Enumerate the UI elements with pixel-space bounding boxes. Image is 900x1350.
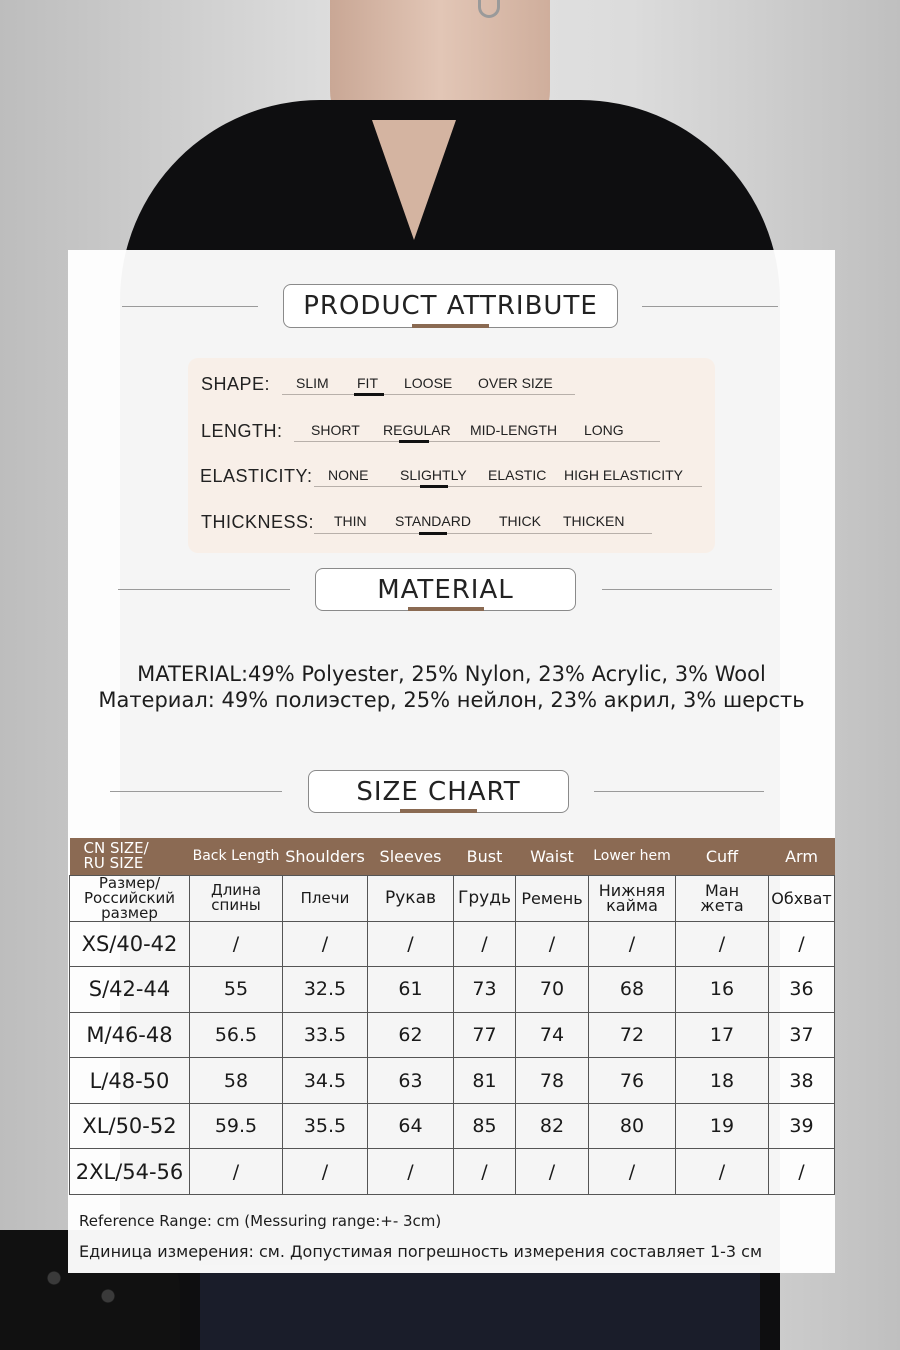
measure-cell: 58 [190,1058,283,1104]
footer-reference-en: Reference Range: cm (Messuring range:+- 3cm) [79,1212,442,1230]
measure-cell: / [368,921,454,967]
measure-cell: 77 [454,1012,516,1058]
material-text-en: MATERIAL:49% Polyester, 25% Nylon, 23% Acrylic, 3% Wool [137,662,766,686]
header-bust: Bust [454,838,516,875]
header-ru-cuff [676,875,769,921]
elasticity-baseline [314,486,702,487]
size-cell: XL/50-52 [70,1103,190,1149]
header-ru-shoulders [283,875,368,921]
size-cell: L/48-50 [70,1058,190,1104]
measure-cell: 19 [676,1103,769,1149]
sweater-neckline [372,120,456,240]
measure-cell: / [454,1149,516,1195]
header-ru-back-length [190,875,283,921]
measure-cell: 39 [769,1103,835,1149]
measure-cell: 68 [589,967,676,1013]
elasticity-option-slightly: SLIGHTLY [400,467,467,483]
size-cell: XS/40-42 [70,921,190,967]
header-ru-text: жета [700,896,744,915]
header-ru-bust [454,875,516,921]
size-rows [70,921,835,1195]
divider-right [602,589,772,590]
measure-cell: / [454,921,516,967]
measure-cell: 70 [516,967,589,1013]
measure-cell: / [190,1149,283,1195]
table-row [70,967,835,1013]
measure-cell: 63 [368,1058,454,1104]
header-ru-text: Грудь [458,887,511,908]
header-ru-size-line1: Размер/ [98,873,161,892]
table-row [70,1058,835,1104]
material-text-ru: Материал: 49% полиэстер, 25% нейлон, 23% акрил, 3% шерсть [98,688,805,712]
header-ru-size-line3: размер [101,903,158,922]
header-ru-text: Плечи [300,888,350,907]
measure-cell: 34.5 [283,1058,368,1104]
measure-cell: / [516,1149,589,1195]
header-ru-arm [769,875,835,921]
thickness-baseline [314,533,652,534]
header-ru-text: Ман [704,881,740,900]
thickness-option-standard: STANDARD [395,513,471,529]
header-cuff: Cuff [676,838,769,875]
measure-cell: 35.5 [283,1103,368,1149]
size-chart-title: SIZE CHART [308,770,569,813]
divider-left [110,791,282,792]
length-option-midlength: MID-LENGTH [470,422,558,438]
header-row-en [70,838,835,875]
measure-cell: 36 [769,967,835,1013]
measure-cell: 17 [676,1012,769,1058]
length-baseline [294,441,660,442]
measure-cell: 55 [190,967,283,1013]
title-underline [400,809,477,813]
table-row [70,1103,835,1149]
measure-cell: 16 [676,967,769,1013]
elasticity-label: ELASTICITY: [200,466,313,486]
length-label: LENGTH: [201,421,283,441]
header-ru-text: Рукав [384,887,437,908]
measure-cell: 62 [368,1012,454,1058]
thickness-option-thin: THIN [334,513,367,529]
header-sleeves: Sleeves [368,838,454,875]
measure-cell: / [283,1149,368,1195]
shape-baseline [282,394,575,395]
size-chart-table [69,838,835,1195]
material-title: MATERIAL [315,568,576,611]
header-ru-text: Длина [210,881,262,899]
header-lower-hem: Lower hem [589,838,676,875]
measure-cell: / [676,921,769,967]
size-cell: S/42-44 [70,967,190,1013]
thickness-option-thick: THICK [499,513,541,529]
shape-selected-marker [354,393,384,396]
measure-cell: / [769,921,835,967]
measure-cell: 72 [589,1012,676,1058]
header-arm: Arm [769,838,835,875]
shape-option-slim: SLIM [296,375,329,391]
measure-cell: 76 [589,1058,676,1104]
shape-label: SHAPE: [201,374,271,394]
measure-cell: / [589,1149,676,1195]
length-option-short: SHORT [311,422,360,438]
thickness-selected-marker [419,532,447,535]
measure-cell: 33.5 [283,1012,368,1058]
footer-reference-ru: Единица измерения: см. Допустимая погрешность измерения составляет 1-3 см [79,1242,763,1261]
header-ru-size-line2: Российский [83,888,176,907]
header-back-length: Back Length [190,838,283,875]
header-ru-size [70,875,190,921]
measure-cell: 56.5 [190,1012,283,1058]
measure-cell: 81 [454,1058,516,1104]
elasticity-option-none: NONE [328,467,369,483]
measure-cell: / [769,1149,835,1195]
measure-cell: 37 [769,1012,835,1058]
measure-cell: 82 [516,1103,589,1149]
length-selected-marker [399,440,429,443]
thickness-label: THICKNESS: [201,512,315,532]
header-ru-text: Ремень [521,888,583,908]
divider-left [122,306,258,307]
length-option-regular: REGULAR [383,422,451,438]
measure-cell: 78 [516,1058,589,1104]
header-ru-lower-hem [589,875,676,921]
size-cell: M/46-48 [70,1012,190,1058]
elasticity-selected-marker [420,485,448,488]
header-ru-text: кайма [606,896,658,915]
trousers [200,1265,760,1350]
thickness-option-thicken: THICKEN [563,513,625,529]
header-ru-text: Нижняя [598,881,666,900]
header-ru-sleeves [368,875,454,921]
measure-cell: / [190,921,283,967]
divider-right [594,791,764,792]
elasticity-option-elastic: ELASTIC [488,467,547,483]
header-size-line2: RU SIZE [83,854,144,873]
size-cell: 2XL/54-56 [70,1149,190,1195]
attribute-title: PRODUCT ATTRIBUTE [283,284,618,328]
measure-cell: 74 [516,1012,589,1058]
header-size-line1: CN SIZE/ [83,839,149,858]
measure-cell: 73 [454,967,516,1013]
header-waist: Waist [516,838,589,875]
table-row [70,1012,835,1058]
header-ru-text: Обхват [771,888,832,908]
table-row [70,921,835,967]
measure-cell: / [676,1149,769,1195]
measure-cell: 32.5 [283,967,368,1013]
title-underline [412,324,489,328]
measure-cell: 18 [676,1058,769,1104]
elasticity-option-high: HIGH ELASTICITY [564,467,684,483]
length-option-long: LONG [584,422,624,438]
shape-option-loose: LOOSE [404,375,453,391]
measure-cell: 61 [368,967,454,1013]
divider-right [642,306,778,307]
shape-option-oversize: OVER SIZE [478,375,553,391]
measure-cell: / [589,921,676,967]
divider-left [118,589,290,590]
measure-cell: / [283,921,368,967]
measure-cell: 80 [589,1103,676,1149]
header-ru-text: спины [211,896,261,914]
measure-cell: 64 [368,1103,454,1149]
measure-cell: / [516,921,589,967]
header-row-ru [70,875,835,921]
header-shoulders: Shoulders [283,838,368,875]
measure-cell: 38 [769,1058,835,1104]
title-underline [408,607,484,611]
measure-cell: 85 [454,1103,516,1149]
header-size [70,838,190,875]
table-row [70,1149,835,1195]
measure-cell: / [368,1149,454,1195]
measure-cell: 59.5 [190,1103,283,1149]
header-ru-waist [516,875,589,921]
shape-option-fit: FIT [357,375,378,391]
